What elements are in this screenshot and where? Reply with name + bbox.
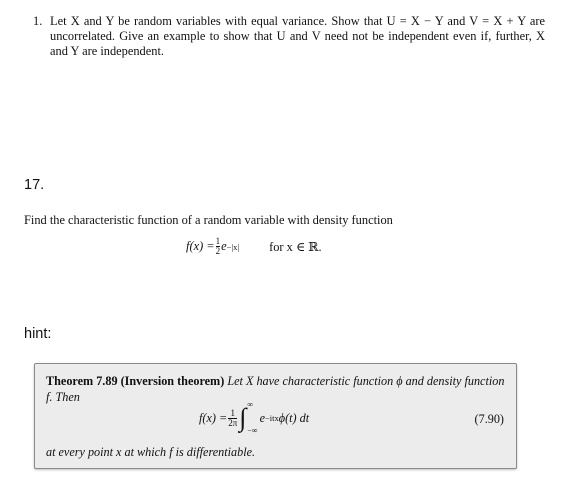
theorem-box: [34, 363, 517, 469]
hint-label: hint:: [24, 326, 52, 342]
problem-1: [33, 14, 545, 59]
formula-exp-base: e: [221, 239, 227, 253]
density-formula: [186, 237, 322, 256]
theorem-frac-denominator: 2π: [228, 417, 238, 428]
theorem-lhs: f(x) =: [199, 410, 228, 425]
formula-exponent: −|x|: [226, 241, 240, 252]
formula-condition: for x ∈ ℝ.: [269, 239, 322, 254]
problem-1-text: Let X and Y be random variables with equal variance. Show that U = X − Y and V = X + Y are uncorrelated. Give an example to show that U and V need not be independent even if, further, X and Y are independent.: [50, 14, 545, 58]
theorem-frac-numerator: 1: [230, 407, 235, 418]
problem-17-prompt: Find the characteristic function of a random variable with density function: [24, 213, 393, 227]
fraction-numerator: 1: [215, 236, 221, 246]
inversion-formula: [199, 399, 309, 437]
equation-number: (7.90): [474, 412, 504, 426]
formula-lhs: f(x) =: [186, 239, 215, 253]
integral-symbol: ∫: [239, 403, 247, 432]
integral-lower-limit: −∞: [247, 426, 258, 435]
integrand-base: e: [259, 410, 265, 425]
integral-limits: [247, 401, 257, 435]
theorem-body: Let X have characteristic function ϕ and density function f. Then: [46, 374, 505, 404]
problem-1-number: 1.: [33, 14, 43, 28]
formula-fraction: [216, 237, 221, 256]
problem-17-heading: 17.: [24, 177, 45, 193]
integrand-exponent: −itx: [265, 413, 279, 423]
fraction-denominator: 2: [215, 246, 221, 256]
theorem-fraction: [228, 409, 237, 428]
integrand-rest: ϕ(t) dt: [278, 410, 310, 425]
theorem-footer: at every point x at which f is differentiable.: [46, 445, 256, 459]
integral-upper-limit: ∞: [247, 400, 254, 409]
theorem-title: Theorem 7.89 (Inversion theorem): [46, 374, 225, 388]
